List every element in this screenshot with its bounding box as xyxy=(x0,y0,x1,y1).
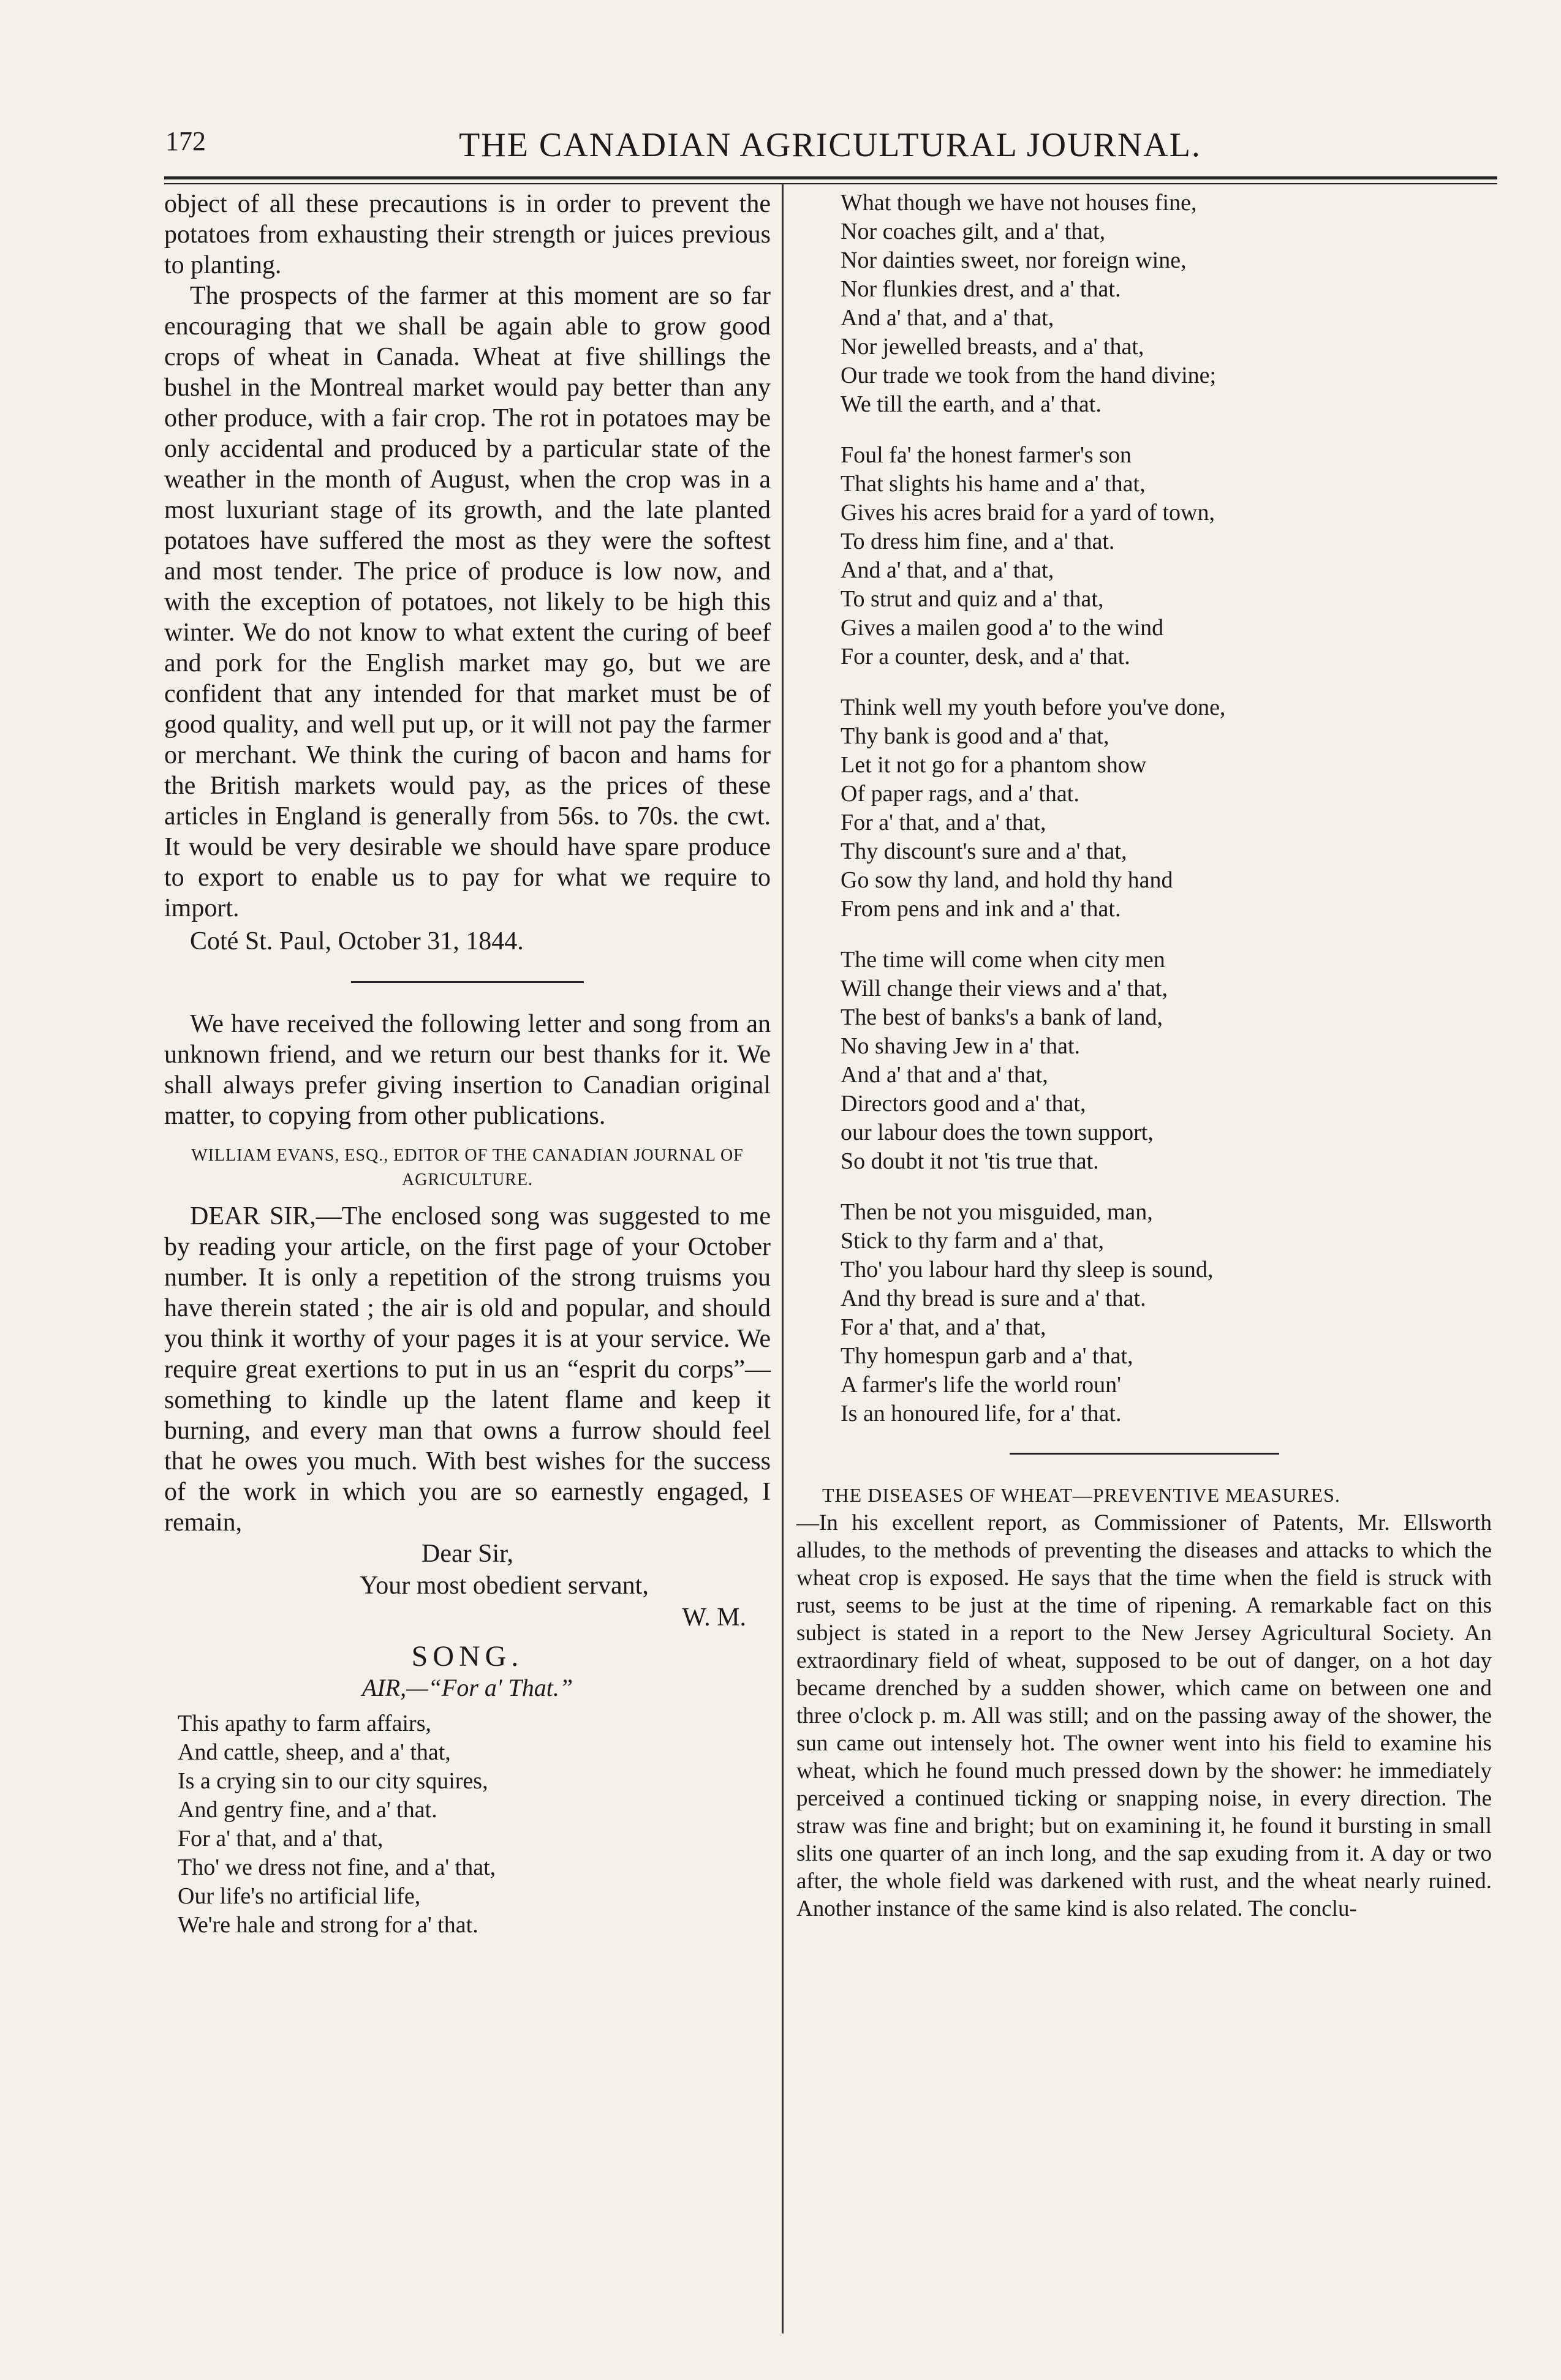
poem-line: Is a crying sin to our city squires, xyxy=(178,1768,488,1794)
song-stanza-1 xyxy=(164,1709,771,1940)
page-header xyxy=(165,126,1495,168)
closing-dear-sir: Dear Sir, xyxy=(421,1540,513,1568)
poem-line: For a counter, desk, and a' that. xyxy=(841,644,1130,669)
diseases-heading: THE DISEASES OF WHEAT—PREVENTIVE MEASURES. xyxy=(822,1484,1340,1506)
song-title: SONG. xyxy=(411,1640,524,1673)
song-stanza-3 xyxy=(841,441,1492,671)
song-continued xyxy=(796,189,1492,1428)
poem-line: Nor jewelled breasts, and a' that, xyxy=(841,334,1144,360)
section-rule xyxy=(351,981,584,983)
poem-line: Nor dainties sweet, nor foreign wine, xyxy=(841,247,1187,273)
song-stanza-6 xyxy=(841,1198,1492,1428)
paragraph-potatoes: object of all these precautions is in order to prevent the potatoes from exhausting their strength or juices previous to planting. xyxy=(164,190,771,279)
poem-line: Is an honoured life, for a' that. xyxy=(841,1401,1122,1426)
poem-line: Then be not you misguided, man, xyxy=(841,1199,1153,1225)
poem-line: Will change their views and a' that, xyxy=(841,976,1168,1001)
poem-line: The time will come when city men xyxy=(841,947,1165,973)
diseases-body: —In his excellent report, as Commissioner of Patents, Mr. Ellsworth alludes, to the methods of preventing the diseases and attacks to which the wheat crop is exposed. He says that the time when the field is struck with rust, seems to be just at the time of ripening. A remarkable fact on this subject is stated in a report to the New Jersey Agricultural Society. An extraordinary field of wheat, supposed to be out of danger, on a hot day became drenched by a sudden shower, which came on between one and three o'clock p. m. All was still; and on the passing away of the shower, the sun came out intensely hot. The owner went into his field to examine his wheat, which he found much pressed down by the shower: he immediately perceived a continued ticking or snapping noise, in every direction. The straw was fine and bright; but on examining it, he found it bursting in small slits one quarter of an inch long, and the sap exuding from it. A day or two after, the whole field was darkened with rust, and the wheat nearly ruined. Another instance of the same kind is also related. The conclu- xyxy=(796,1510,1492,1921)
header-rule xyxy=(164,176,1497,184)
journal-title: THE CANADIAN AGRICULTURAL JOURNAL. xyxy=(459,126,1201,164)
poem-line: We're hale and strong for a' that. xyxy=(178,1912,478,1938)
poem-line: Thy homespun garb and a' that, xyxy=(841,1343,1133,1369)
poem-line: Nor flunkies drest, and a' that. xyxy=(841,276,1121,302)
poem-line: Think well my youth before you've done, xyxy=(841,695,1226,720)
poem-line: From pens and ink and a' that. xyxy=(841,896,1121,922)
poem-line: Gives his acres braid for a yard of town, xyxy=(841,500,1215,525)
poem-line: For a' that, and a' that, xyxy=(178,1826,384,1851)
poem-line: And a' that, and a' that, xyxy=(841,305,1054,331)
poem-line: A farmer's life the world roun' xyxy=(841,1372,1121,1398)
left-column xyxy=(164,189,771,1940)
poem-line: And a' that and a' that, xyxy=(841,1062,1048,1088)
poem-line: To dress him fine, and a' that. xyxy=(841,529,1115,554)
song-stanza-5 xyxy=(841,946,1492,1176)
poem-line: The best of banks's a bank of land, xyxy=(841,1004,1163,1030)
dateline: Coté St. Paul, October 31, 1844. xyxy=(190,927,524,955)
paragraph-prospects: The prospects of the farmer at this moment are so far encouraging that we shall be again able to grow good crops of wheat in Canada. Wheat at five shillings the bushel in the Montreal market would pay better than any other produce, with a fair crop. The rot in potatoes may be only accidental and produced by a particular state of the weather in the month of August, when the crop was in a most luxuriant stage of its growth, and the late planted potatoes have suffered the most as they were the softest and most tender. The price of produce is low now, and with the exception of potatoes, not likely to be high this winter. We do not know to what extent the curing of beef and pork for the English market may go, but we are confident that any intended for that market must be of good quality, and well put up, or it will not pay the farmer or merchant. We think the curing of bacon and hams for the British markets would pay, as the prices of these articles in England is generally from 56s. to 70s. the cwt. It would be very desirable we should have spare produce to export to enable us to pay for what we require to import. xyxy=(164,282,771,922)
poem-line: That slights his hame and a' that, xyxy=(841,471,1146,497)
poem-line: Gives a mailen good a' to the wind xyxy=(841,615,1164,641)
poem-line: Go sow thy land, and hold thy hand xyxy=(841,867,1173,893)
letter-address: WILLIAM EVANS, ESQ., EDITOR OF THE CANADIAN JOURNAL OF AGRICULTURE. xyxy=(191,1146,744,1189)
poem-line: Let it not go for a phantom show xyxy=(841,752,1147,778)
poem-line: Our life's no artificial life, xyxy=(178,1883,421,1909)
page-number: 172 xyxy=(165,126,206,156)
closing-servant: Your most obedient servant, xyxy=(360,1572,649,1600)
song-air: AIR,—“For a' That.” xyxy=(361,1674,573,1701)
poem-line: For a' that, and a' that, xyxy=(841,810,1046,835)
poem-line: What though we have not houses fine, xyxy=(841,190,1197,216)
section-rule xyxy=(1010,1453,1279,1455)
right-column xyxy=(796,189,1492,1922)
poem-line: We till the earth, and a' that. xyxy=(841,391,1102,417)
diseases-article xyxy=(796,1482,1492,1922)
poem-line: No shaving Jew in a' that. xyxy=(841,1033,1081,1059)
poem-line: our labour does the town support, xyxy=(841,1120,1154,1145)
poem-line: Tho' we dress not fine, and a' that, xyxy=(178,1855,496,1880)
poem-line: Directors good and a' that, xyxy=(841,1091,1086,1117)
column-divider xyxy=(782,184,784,2333)
poem-line: Thy discount's sure and a' that, xyxy=(841,838,1127,864)
poem-line: Of paper rags, and a' that. xyxy=(841,781,1079,807)
poem-line: This apathy to farm affairs, xyxy=(178,1711,431,1736)
poem-line: And thy bread is sure and a' that. xyxy=(841,1286,1146,1311)
poem-line: Tho' you labour hard thy sleep is sound, xyxy=(841,1257,1214,1282)
song-stanza-4 xyxy=(841,693,1492,924)
poem-line: Nor coaches gilt, and a' that, xyxy=(841,219,1106,244)
signature: W. M. xyxy=(682,1603,746,1632)
poem-line: And a' that, and a' that, xyxy=(841,557,1054,583)
poem-line: For a' that, and a' that, xyxy=(841,1314,1046,1340)
poem-line: Stick to thy farm and a' that, xyxy=(841,1228,1105,1254)
letter-body: DEAR SIR,—The enclosed song was suggested to me by reading your article, on the first page of your October number. It is only a repetition of the strong truisms you have therein stated ; the air is old and popular, and should you think it worthy of your pages it is at your service. We require great exertions to put in us an “esprit du corps”—something to kindle up the latent flame and keep it burning, and every man that owns a furrow should feel that he owes you much. With best wishes for the success of the work in which you are so earnestly engaged, I remain, xyxy=(164,1202,771,1537)
poem-line: Foul fa' the honest farmer's son xyxy=(841,442,1132,468)
poem-line: To strut and quiz and a' that, xyxy=(841,586,1104,612)
paragraph-intro: We have received the following letter and song from an unknown friend, and we return our best thanks for it. We shall always prefer giving insertion to Canadian original matter, to copying from other publications. xyxy=(164,1010,771,1130)
poem-line: And cattle, sheep, and a' that, xyxy=(178,1739,451,1765)
poem-line: Thy bank is good and a' that, xyxy=(841,723,1109,749)
song-stanza-2 xyxy=(841,189,1492,419)
poem-line: So doubt it not 'tis true that. xyxy=(841,1148,1099,1174)
poem-line: And gentry fine, and a' that. xyxy=(178,1797,437,1823)
poem-line: Our trade we took from the hand divine; xyxy=(841,363,1217,388)
